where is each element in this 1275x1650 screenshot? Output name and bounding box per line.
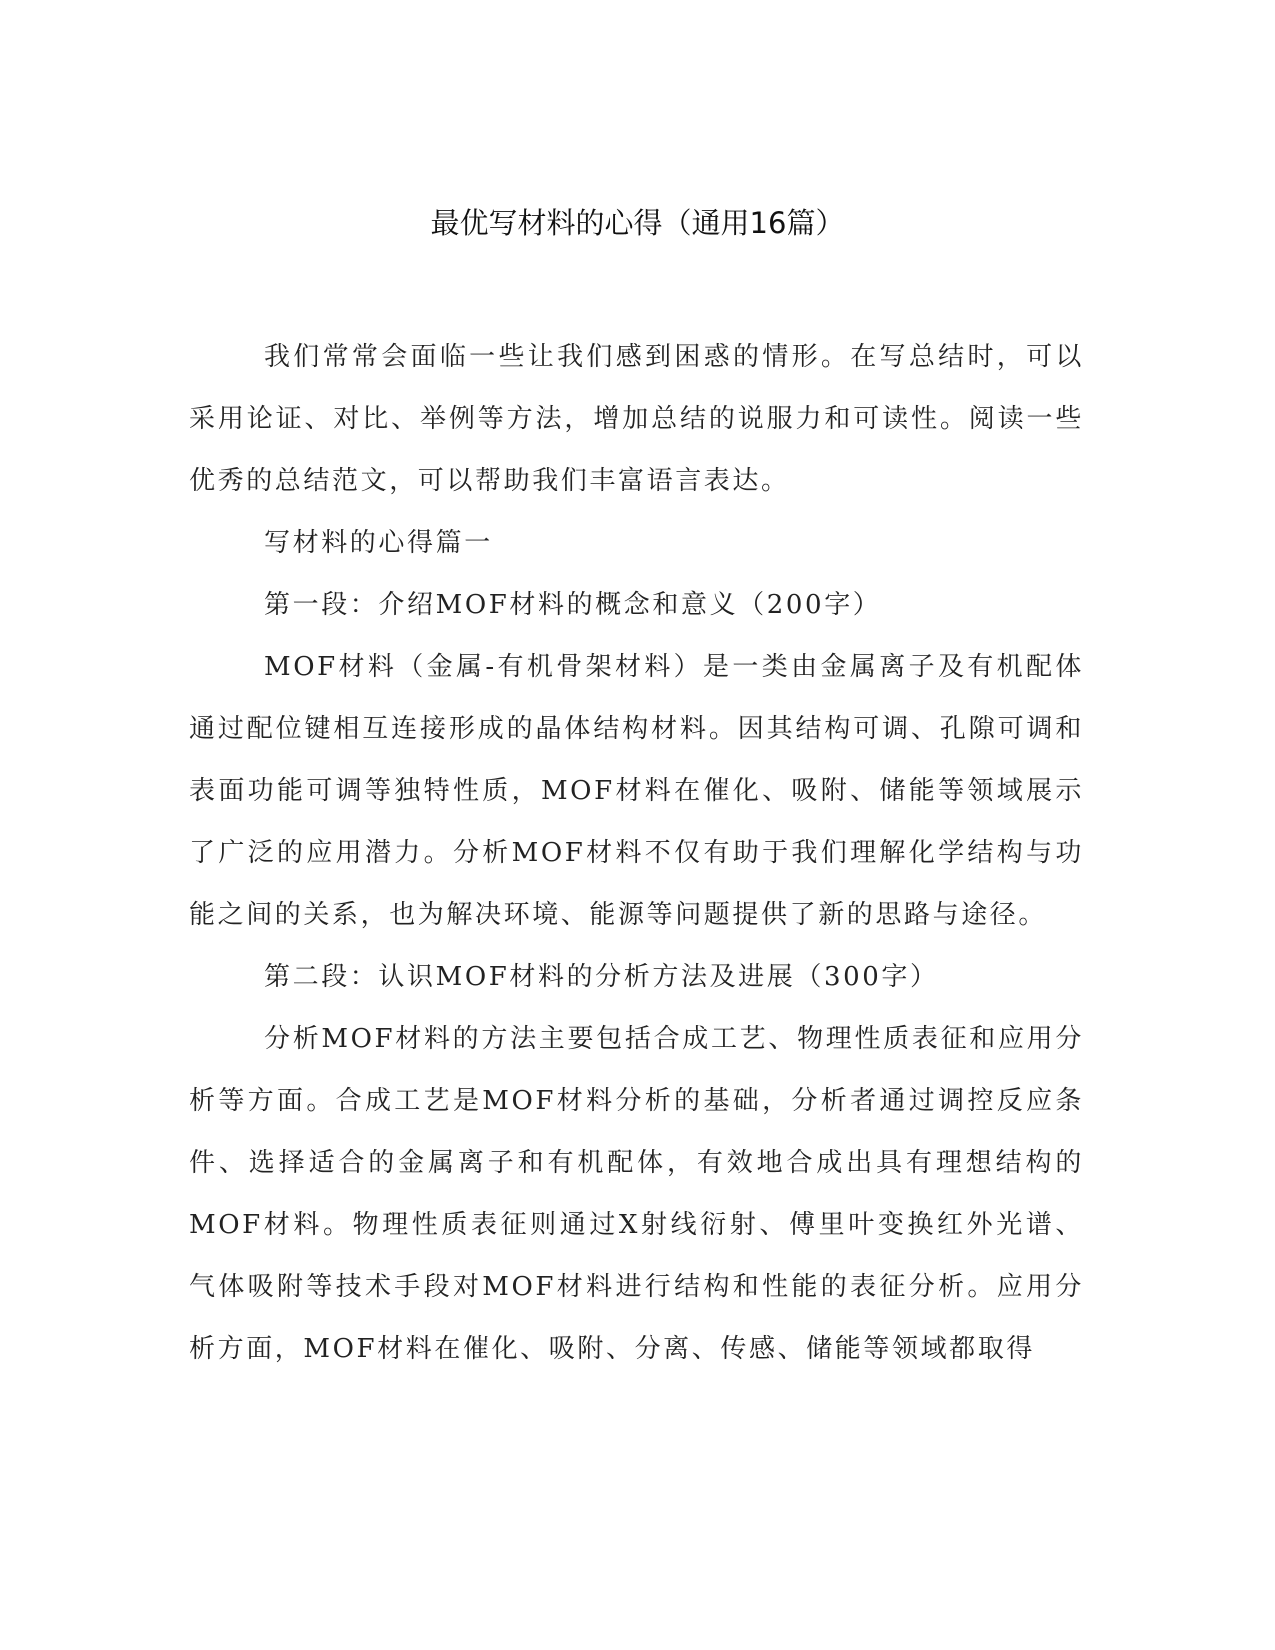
section-heading-part-one: 写材料的心得篇一 bbox=[264, 528, 493, 558]
paragraph-two-body: 分析MOF材料的方法主要包括合成工艺、物理性质表征和应用分析等方面。合成工艺是MOF材料分析的基础，分析者通过调控反应条件、选择适合的金属离子和有机配体，有效地合成出具有理想结构的MOF材料。物理性质表征则通过X射线衍射、傅里叶变换红外光谱、气体吸附等技术手段对MOF材料进行结构和性能的表征分析。应用分析方面，MOF材料在催化、吸附、分离、传感、储能等领域都取得 bbox=[189, 1024, 1084, 1364]
paragraph-one-heading: 第一段：介绍MOF材料的概念和意义（200字） bbox=[264, 590, 882, 620]
document-title: 最优写材料的心得（通用16篇） bbox=[430, 206, 845, 240]
paragraph-two-heading: 第二段：认识MOF材料的分析方法及进展（300字） bbox=[264, 962, 939, 992]
document-body bbox=[189, 326, 1084, 1380]
intro-paragraph: 我们常常会面临一些让我们感到困惑的情形。在写总结时，可以采用论证、对比、举例等方法，增加总结的说服力和可读性。阅读一些优秀的总结范文，可以帮助我们丰富语言表达。 bbox=[189, 342, 1084, 496]
paragraph-one-body: MOF材料（金属-有机骨架材料）是一类由金属离子及有机配体通过配位键相互连接形成的晶体结构材料。因其结构可调、孔隙可调和表面功能可调等独特性质，MOF材料在催化、吸附、储能等领域展示了广泛的应用潜力。分析MOF材料不仅有助于我们理解化学结构与功能之间的关系，也为解决环境、能源等问题提供了新的思路与途径。 bbox=[189, 652, 1084, 930]
